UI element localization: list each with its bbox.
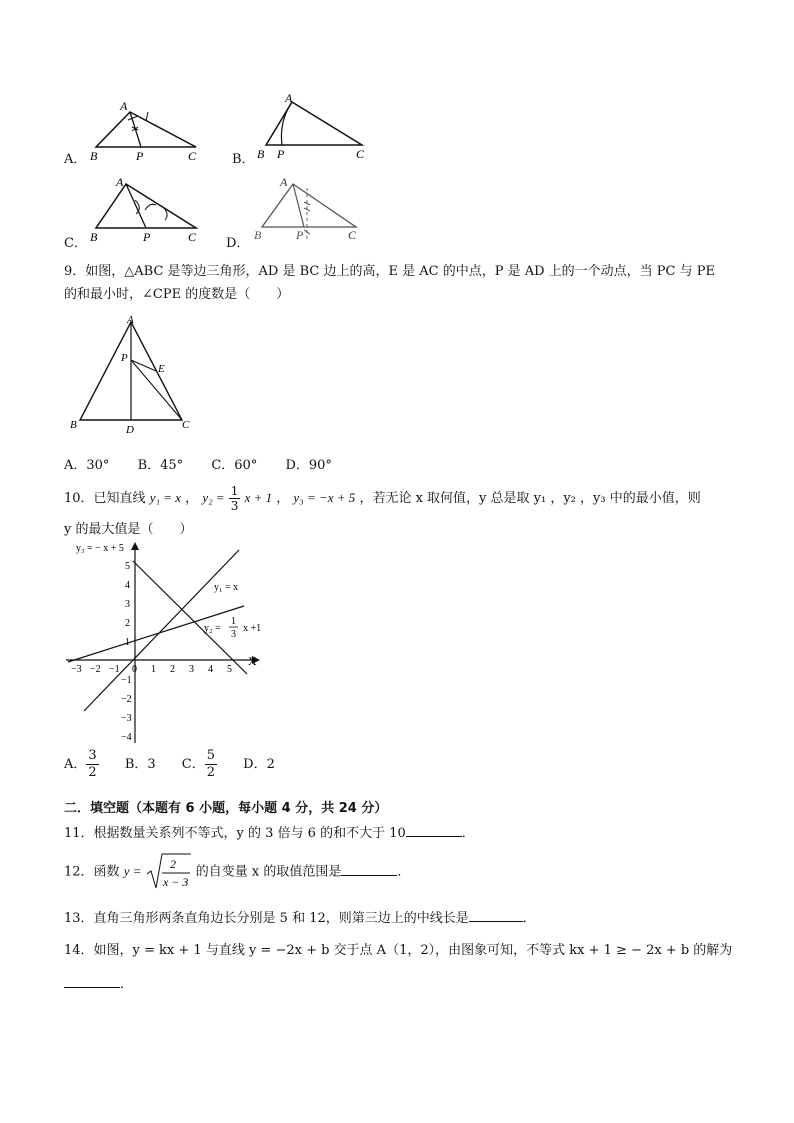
q10-eq2-fraction: $\frac{1}{3}$ <box>230 484 239 513</box>
q10-graph <box>62 538 282 748</box>
x-tick-label: −1 <box>109 664 120 675</box>
q8-option-b-figure <box>255 88 375 164</box>
q10-label-y2-left: y₂ = <box>204 623 221 634</box>
q9-options <box>64 454 332 473</box>
q14-line1: 14．如图，y = kx + 1 与直线 y = −2x + b 交于点 A（1，2），由图象可知，不等式 kx + 1 ≥ − 2x + b 的解为 <box>64 943 733 958</box>
y-tick-label: 1 <box>125 637 130 648</box>
x-tick-label: −2 <box>90 664 101 675</box>
svg-text:B: B <box>90 149 98 163</box>
svg-text:B: B <box>70 419 77 431</box>
q10-option-c-fraction: $\frac{5}{2}$ <box>206 748 216 780</box>
q8-option-b-letter: B． <box>232 152 255 167</box>
q10-option-b-value: 3 <box>147 757 156 772</box>
section2-heading: 二．填空题（本题有 6 小题，每小题 4 分，共 24 分） <box>64 801 388 816</box>
q9-option-c: C．60° <box>211 458 258 473</box>
svg-text:A: A <box>285 91 293 105</box>
svg-text:A: A <box>116 175 124 189</box>
svg-text:C: C <box>188 149 197 163</box>
q10-stem-line2: y 的最大值是（ ） <box>64 522 193 537</box>
svg-text:1: 1 <box>231 616 236 627</box>
q10-label-y1: y₁ = x <box>214 582 239 593</box>
q11: 11．根据数量关系列不等式，y 的 3 倍与 6 的和不大于 10 ． <box>64 826 475 841</box>
svg-text:D: D <box>126 424 134 436</box>
q9-option-a: A．30° <box>64 458 110 473</box>
q10-eq3: y₃ = −x + 5 <box>293 490 356 505</box>
q12-radical <box>146 852 192 892</box>
svg-text:B: B <box>257 147 265 161</box>
q10-x-axis-label: X <box>248 654 257 668</box>
x-tick-label: 4 <box>208 664 213 675</box>
y-tick-label: 2 <box>125 618 130 629</box>
q10-x-ticks <box>71 664 232 675</box>
q8-option-d-figure <box>252 174 367 246</box>
q10-options: A． $\frac{3}{2}$ B．3 C． $\frac{5}{2}$ D．2 <box>64 748 275 780</box>
label-a: A <box>120 99 128 113</box>
q13-answer-blank[interactable] <box>469 909 523 922</box>
q13: 13．直角三角形两条直角边长分别是 5 和 12，则第三边上的中线长是 ． <box>64 911 536 926</box>
svg-text:P: P <box>296 228 304 242</box>
x-tick-label: 3 <box>189 664 194 675</box>
q11-answer-blank[interactable] <box>406 824 462 837</box>
y-tick-label: −2 <box>121 694 132 705</box>
q14-answer-blank[interactable] <box>64 975 120 988</box>
svg-text:P: P <box>277 147 285 161</box>
svg-text:B: B <box>254 228 262 242</box>
q9-option-b: B．45° <box>137 458 184 473</box>
y-tick-label: −3 <box>121 713 132 724</box>
x-tick-label: −3 <box>71 664 82 675</box>
q8-option-a-figure <box>88 94 203 164</box>
svg-text:x − 3: x − 3 <box>162 875 189 889</box>
x-tick-label: 1 <box>151 664 156 675</box>
y-tick-label: −4 <box>121 732 132 743</box>
svg-text:3: 3 <box>231 629 236 640</box>
q10-stem-line1: 10．已知直线 y₁ = x ， y₂ = $\frac{1}{3}$ x + 1 ， y₃ = −x + 5 ，若无论 x 取何值，y 总是取 y₁ ，y₂ ，y₃ 中的最小值，则 <box>64 484 701 513</box>
x-tick-label: 5 <box>227 664 232 675</box>
q9-option-d: D．90° <box>285 458 332 473</box>
q9-figure <box>64 312 199 440</box>
q8-option-d-letter: D． <box>226 236 250 251</box>
y-tick-label: −1 <box>121 675 132 686</box>
q10-label-y3: y₃ = − x + 5 <box>76 543 124 554</box>
svg-text:2: 2 <box>169 857 176 871</box>
q10-option-d-value: 2 <box>266 757 275 772</box>
svg-text:E: E <box>158 363 165 375</box>
svg-text:x +1: x +1 <box>243 623 262 634</box>
q10-eq1: y₁ = x <box>149 490 182 505</box>
x-tick-label: 0 <box>132 664 137 675</box>
q12-answer-blank[interactable] <box>341 863 397 876</box>
q8-option-c-figure <box>88 172 203 248</box>
svg-text:A: A <box>280 175 288 189</box>
q10-option-a-fraction: $\frac{3}{2}$ <box>88 748 97 780</box>
svg-text:P: P <box>121 352 128 364</box>
q10-y-ticks <box>121 561 132 743</box>
y-tick-label: 4 <box>125 580 130 591</box>
svg-text:C: C <box>188 230 197 244</box>
q9-stem-line2: 的和最小时，∠CPE 的度数是（ ） <box>64 287 290 302</box>
svg-text:P: P <box>143 230 151 244</box>
q8-option-c-letter: C． <box>64 236 87 251</box>
svg-text:C: C <box>348 228 357 242</box>
q9-label-a: A <box>127 314 134 326</box>
x-tick-label: 2 <box>170 664 175 675</box>
svg-text:C: C <box>356 147 365 161</box>
svg-text:B: B <box>90 230 98 244</box>
svg-text:C: C <box>182 419 190 431</box>
y-tick-label: 3 <box>125 599 130 610</box>
q14-line2: ． <box>64 973 133 992</box>
y-tick-label: 5 <box>125 561 130 572</box>
q12: 12．函数 y = 2 x − 3 的自变量 x 的取值范围是 ． <box>64 852 410 892</box>
svg-text:P: P <box>136 149 144 163</box>
q9-stem-line1: 9．如图，△ABC 是等边三角形，AD 是 BC 边上的高，E 是 AC 的中点，P 是 AD 上的一个动点，当 PC 与 PE <box>64 264 715 279</box>
q8-option-a-letter: A． <box>64 152 87 167</box>
